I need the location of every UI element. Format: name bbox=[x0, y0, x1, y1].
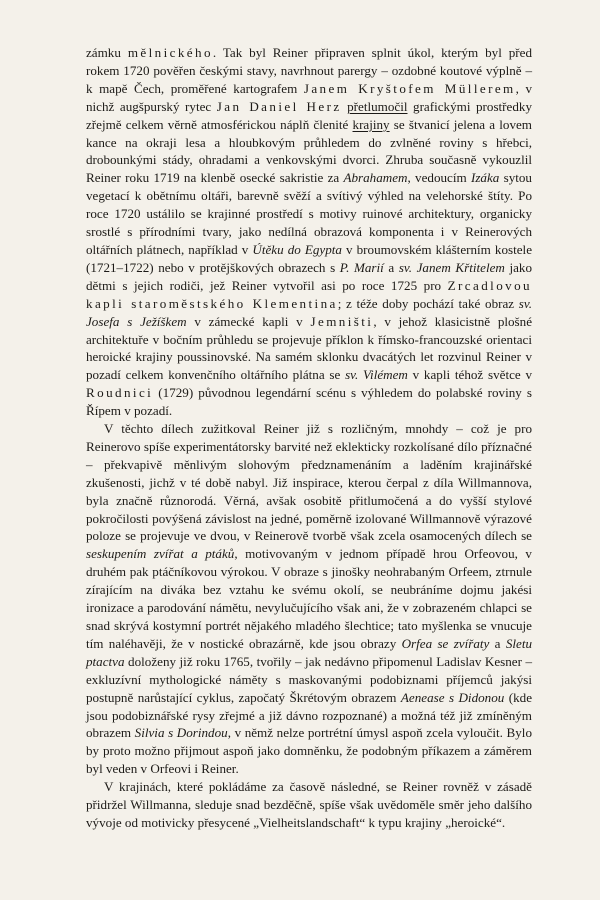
spaced-name: Zrcadlovou kapli staroměstského Klementina bbox=[86, 277, 532, 311]
text-run: doloženy již roku 1765, tvořily – jak nedávno připomenul Ladislav Kesner – exkluzívní mythologické náměty s maskovanými podobiznami příjemců jakýsi postupně narůstající cyklus, započatý Škrétovým obrazem bbox=[86, 653, 532, 705]
italic-title: seskupením zvířat a ptáků bbox=[86, 546, 235, 562]
italic-title: Orfea se zvířaty bbox=[401, 635, 490, 651]
italic-title: Silvia s Dorindou bbox=[134, 725, 228, 741]
italic-title: Aenease s Didonou bbox=[400, 689, 505, 705]
spaced-name: mělnického bbox=[127, 45, 213, 60]
spaced-name: Roudnici bbox=[86, 385, 154, 401]
text-run: a bbox=[489, 635, 506, 651]
text-run: v broumovském klášterním kostele (1721–1722) nebo v protějškových obrazech s bbox=[86, 241, 533, 275]
text-run: ; z téže doby pochází také obraz bbox=[337, 295, 519, 311]
text-run: a bbox=[383, 259, 399, 275]
italic-title: sv. Josefa s Ježíškem bbox=[86, 295, 532, 329]
body-text bbox=[86, 44, 532, 832]
text-run: , v jehož klasicistně plošné architektuře v bočním průhledu se projevuje příklon k římsko-francouzské orientaci heroické krajiny poussinovské. Na samém sklonku dvacátých let rozvinul Reiner v pozadí celkem konvenčního oltářního plátna se bbox=[86, 313, 533, 383]
underlined-word: krajiny bbox=[352, 116, 390, 132]
text-run: V těchto dílech zužitkoval Reiner již s rozličným, mnohdy – což je pro Reinerovo spíše experimentátorsky barvité než eklekticky rozkolísané dílo příznačné – překvapivě měnlivým slohovým předznamenáním a laděním krajinářské zkušenosti, jichž v té době nabyl. Již inspirace, kterou čerpal z díla Willmannova, byla značně různorodá. Věrná, avšak osobitě přitlumočená a do vyšší stylové pokročilosti povýšená závislost na jedné, poměrně izolované Willmannově výrazové poloze se projevuje ve dvou, v Reinerově tvorbě však zcela osamocených dílech se bbox=[86, 421, 532, 544]
text-run: zámku bbox=[86, 45, 128, 60]
paragraph bbox=[86, 420, 532, 778]
text-run: grafickými prostředky zřejmě celkem věrně atmosférickou náplň členité bbox=[86, 98, 532, 132]
text-run: se štvanicí jelena a lovem kance na okraji lesa a hloubkovým průhledem do zvlněné roviny s hřebci, drobounkými stády, ohradami a venkovskými dvorci. Zhruba současně vykouzlil Reiner roku 1719 na klenbě osecké sakristie za bbox=[86, 116, 532, 186]
spaced-name: Jan Daniel Herz bbox=[216, 98, 342, 114]
italic-title: Sletu ptactva bbox=[86, 635, 533, 669]
italic-title: sv. Janem Křtitelem bbox=[398, 259, 505, 275]
spaced-name: Jemništi bbox=[310, 313, 374, 329]
text-run: (1729) původnou legendární scénu s výhledem do polabské roviny s Řípem v pozadí. bbox=[86, 385, 532, 419]
text-run: jako dětmi s jejich rodiči, jež Reiner vytvořil asi po roce 1725 pro bbox=[86, 259, 533, 293]
text-run: , motivovaným v jednom případě hrou Orfeovou, v druhém pak ptáčníkovou výrokou. V obraze s jinošky neohrabaným Orfeem, ztrnule zírajícím na diváka bez vztahu ke svému okolí, se neubráníme dojmu jakési ironizace a parodování námětu, nevylučujícího však ani, že v zobrazeném chlapci se snad skrývá kostymní portrét nějakého mladého šlechtice; tato myšlenka se vnucuje tím naléhavěji, že v nostické obrazárně, kde jsou obrazy bbox=[86, 546, 532, 651]
spaced-name: Janem Kryštofem Müllerem bbox=[303, 80, 516, 96]
underlined-word: přetlumočil bbox=[347, 98, 408, 114]
text-run: v kapli téhož světce v bbox=[407, 367, 533, 383]
italic-title: Útěku do Egypta bbox=[252, 241, 342, 257]
paragraph bbox=[86, 778, 532, 832]
text-run: , v němž nelze portrétní úmysl aspoň zcela vyloučit. Bylo by proto možno přijmout aspoň jako domněnku, že podobným příkazem a záměrem byl veden v Orfeovi i Reiner. bbox=[86, 725, 532, 777]
text-run: , vedoucím bbox=[407, 170, 471, 186]
text-run: (kde jsou podobiznářské rysy zřejmé a již dávno rozpoznané) a možná též již zmíněným obrazem bbox=[86, 689, 533, 741]
text-run: v zámecké kapli v bbox=[186, 313, 311, 329]
italic-title: Abrahamem bbox=[343, 170, 408, 186]
italic-title: Izáka bbox=[470, 170, 500, 186]
italic-title: sv. Vilémem bbox=[345, 367, 408, 383]
text-run: , v nichž augšpurský rytec bbox=[86, 80, 533, 114]
text-run: V krajinách, které pokládáme za časově následné, se Reiner rovněž v zásadě přidržel Willmanna, sleduje snad bezděčně, spíše však uvědoměle směr jeho dalšího vývoje od motivicky přesycené „Vielheitslandschaft“ k typu krajiny „heroické“. bbox=[86, 779, 532, 830]
italic-title: P. Marií bbox=[339, 259, 384, 275]
text-run: sytou vegetací k obětnímu oltáři, barevně svěží a svítivý výhled na velehorské štíty. Po roce 1720 ustálilo se krajinné prostředí s motivy ruinové architektury, organicky srostlé s přírodními tvary, jako nedílná obrazová komponenta i v Reinerových oltářních plátnech, například v bbox=[86, 170, 532, 257]
paragraph bbox=[86, 44, 532, 420]
text-run: . Tak byl Reiner připraven splnit úkol, kterým byl před rokem 1720 pověřen českými stavy, navrhnout parergy – ozdobné koutové výplně – k mapě Čech, proměřené kartografem bbox=[86, 45, 532, 96]
